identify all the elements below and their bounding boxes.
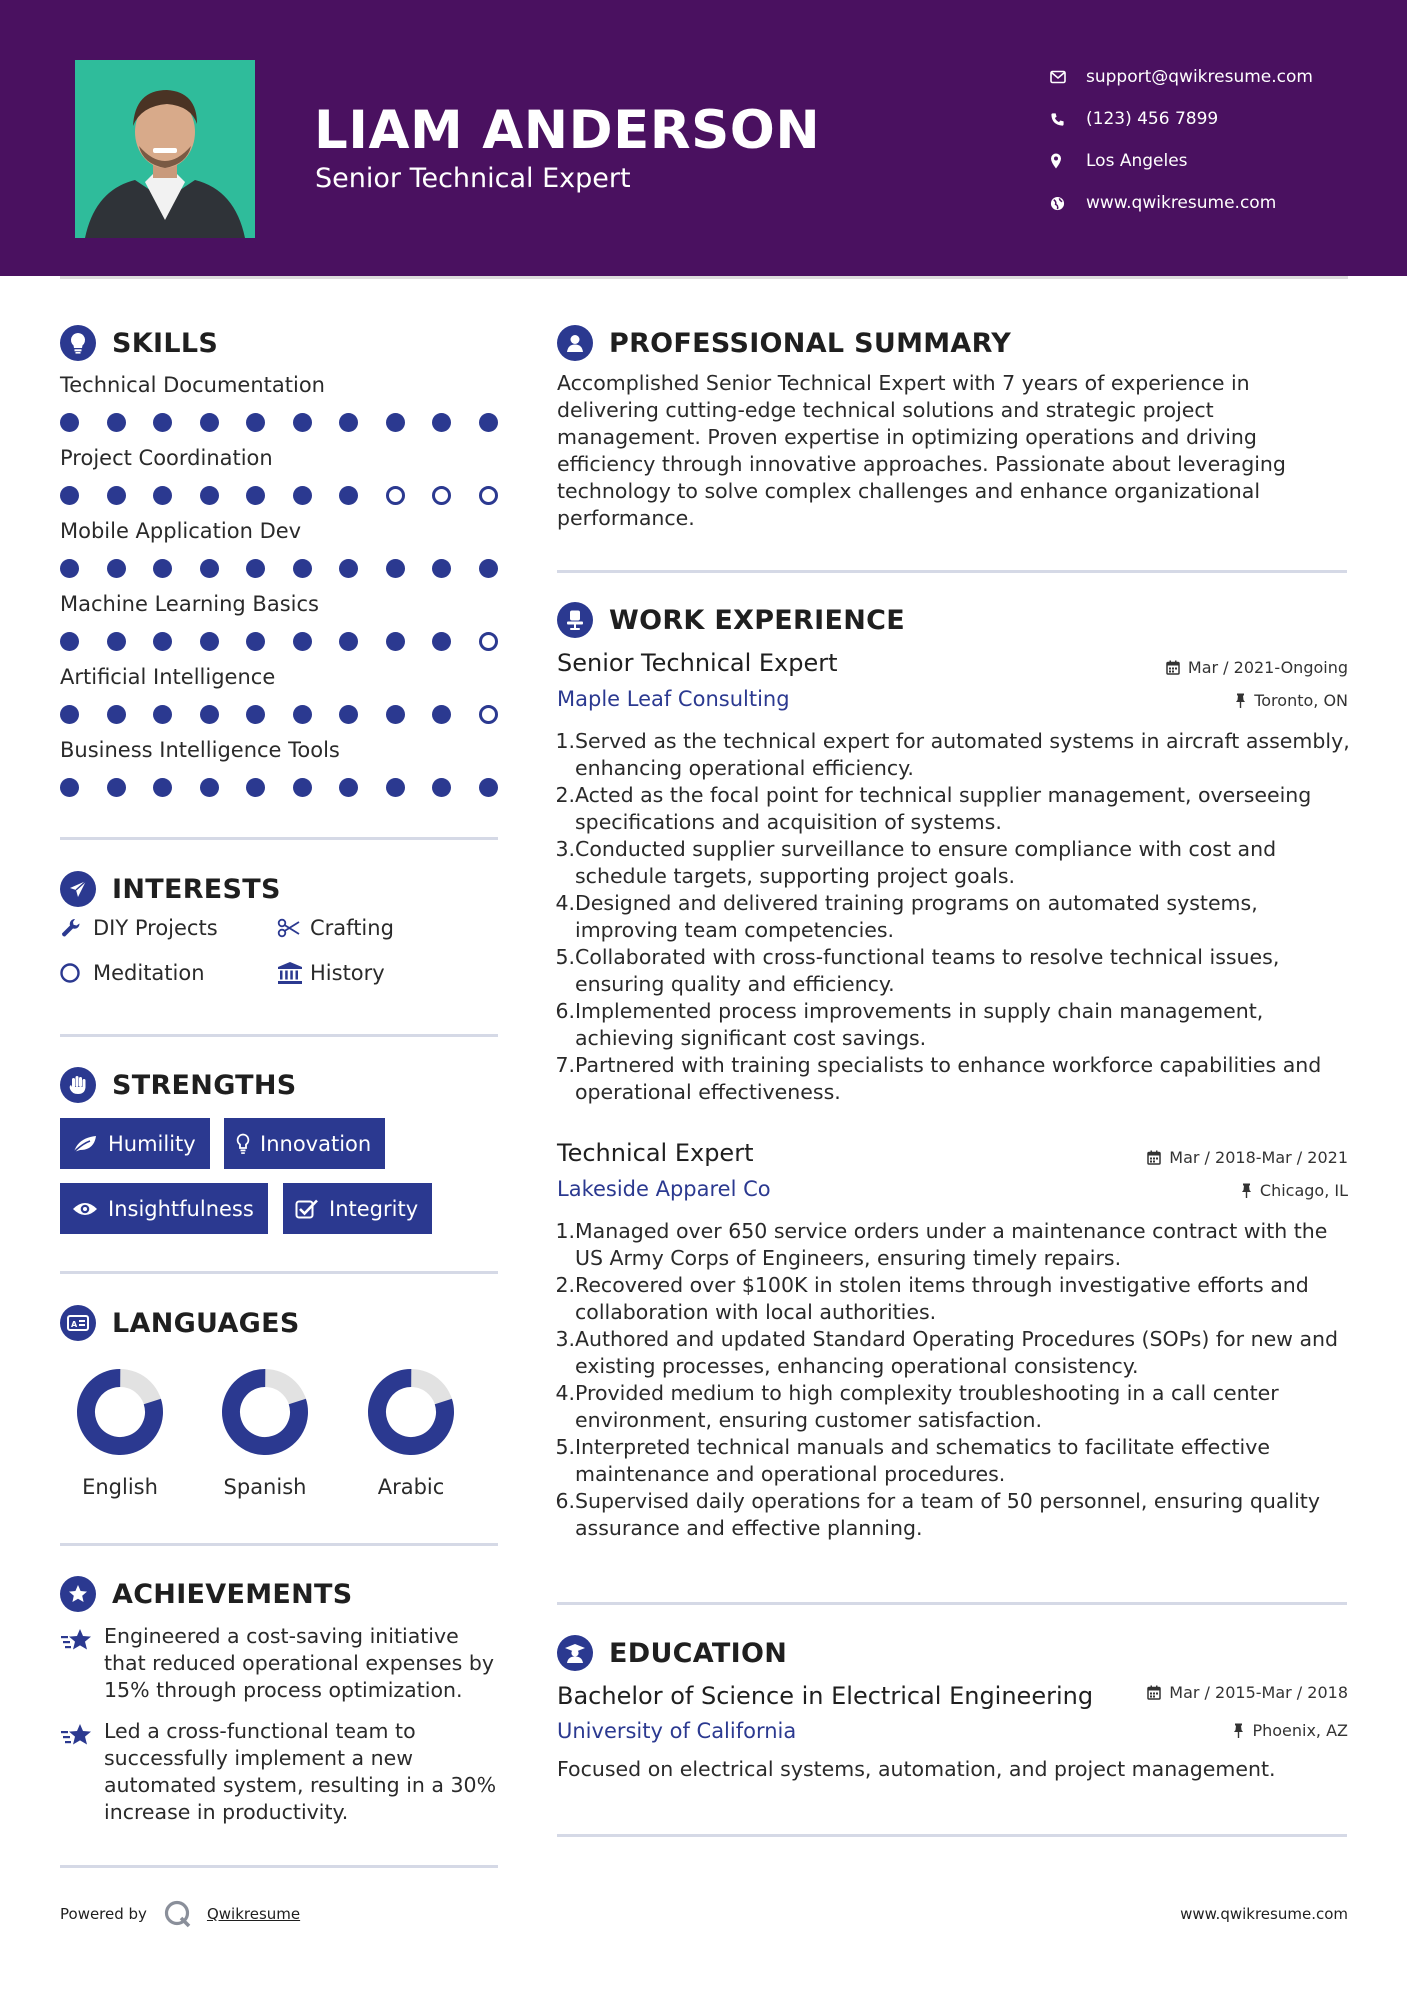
education-description: Focused on electrical systems, automation, and project management. (557, 1757, 1276, 1781)
skill-name: Mobile Application Dev (60, 519, 302, 543)
pushpin-icon (1235, 693, 1246, 708)
header-divider (60, 276, 1348, 279)
contact-email-text: support@qwikresume.com (1086, 67, 1313, 87)
summary-text: Accomplished Senior Technical Expert with 7 years of experience in delivering cutting-edge technical solutions and strategic project management. Proven expertise in optimizing operations and driving efficiency through innovative approaches. Passionate about leveraging technology to solve complex challenges and enhance organizational performance. (557, 371, 1286, 530)
duty-number: 2. (555, 1273, 575, 1297)
strengths-title: STRENGTHS (112, 1069, 297, 1101)
rating-dot-filled (293, 632, 312, 651)
bank-icon (277, 961, 310, 985)
rating-dot-filled (200, 413, 219, 432)
scissors-icon (277, 918, 310, 938)
footer-url[interactable]: www.qwikresume.com (1180, 1905, 1348, 1923)
language-proficiency-ring (366, 1367, 456, 1457)
phone-icon (1050, 112, 1086, 127)
rating-dot-filled (107, 559, 126, 578)
wrench-icon (60, 917, 93, 939)
duty-item (555, 944, 1355, 998)
duty-item (555, 836, 1355, 890)
interest-label: DIY Projects (93, 916, 218, 940)
rating-dot-empty (479, 486, 498, 505)
duty-item (555, 1488, 1355, 1542)
profile-photo (75, 60, 255, 238)
candidate-title: Senior Technical Expert (315, 163, 631, 194)
education-location (1233, 1721, 1348, 1740)
skills-title: SKILLS (112, 327, 219, 359)
job-dates (1147, 1148, 1348, 1167)
education-dates (1147, 1683, 1348, 1702)
school-name: University of California (557, 1719, 797, 1743)
rating-dot-filled (386, 559, 405, 578)
rating-dot-empty (479, 705, 498, 724)
duty-text: Designed and delivered training programs on automated systems, improving team competencies. (575, 891, 1258, 942)
duty-text: Interpreted technical manuals and schematics to facilitate effective maintenance and operational procedures. (575, 1435, 1270, 1486)
pushpin-icon (1241, 1183, 1252, 1198)
map-pin-icon (1050, 153, 1086, 169)
interest-crafting (277, 916, 394, 940)
rating-dot-filled (60, 632, 79, 651)
skill-rating (60, 413, 500, 432)
rating-dot-filled (339, 486, 358, 505)
duty-text: Provided medium to high complexity troubleshooting in a call center environment, ensuring customer satisfaction. (575, 1381, 1279, 1432)
achievement-item (60, 1623, 500, 1704)
rating-dot-filled (200, 486, 219, 505)
job-duties (555, 1218, 1355, 1542)
rating-dot-filled (432, 413, 451, 432)
duty-number: 7. (555, 1053, 575, 1077)
job-dates-text: Mar / 2018-Mar / 2021 (1169, 1148, 1348, 1167)
rating-dot-filled (153, 559, 172, 578)
skill-rating (60, 632, 500, 651)
education-heading (557, 1635, 787, 1671)
rating-dot-filled (293, 413, 312, 432)
skill-item (60, 516, 500, 589)
strength-innovation (224, 1118, 385, 1169)
duty-number: 6. (555, 999, 575, 1023)
duty-number: 4. (555, 1381, 575, 1405)
rating-dot-filled (153, 413, 172, 432)
job-duties (555, 728, 1355, 1106)
duty-text: Conducted supplier surveillance to ensure compliance with cost and schedule targets, supporting project goals. (575, 837, 1277, 888)
interest-history (277, 961, 385, 985)
rating-dot-filled (107, 778, 126, 797)
rating-dot-filled (200, 632, 219, 651)
duty-item (555, 782, 1355, 836)
job-title: Technical Expert (557, 1139, 754, 1167)
svg-text:A: A (71, 1320, 78, 1329)
duty-item (555, 1434, 1355, 1488)
summary-heading (557, 325, 1011, 361)
achievement-text: Engineered a cost-saving initiative that reduced operational expenses by 15% through process optimization. (104, 1624, 494, 1702)
star-icon (60, 1718, 104, 1826)
interest-label: Crafting (310, 916, 394, 940)
rating-dot-filled (246, 413, 265, 432)
duty-item (555, 1052, 1355, 1106)
rating-dot-empty (432, 486, 451, 505)
id-card-icon (60, 1305, 96, 1341)
strength-label: Humility (108, 1131, 196, 1156)
language-name: Arabic (377, 1475, 445, 1499)
education-dates-text: Mar / 2015-Mar / 2018 (1169, 1683, 1348, 1702)
contact-location (1050, 140, 1313, 182)
duty-text: Partnered with training specialists to enhance workforce capabilities and operational effectiveness. (575, 1053, 1322, 1104)
skills-list (60, 370, 500, 808)
paper-plane-icon (60, 871, 96, 907)
skill-rating (60, 778, 500, 797)
footer-powered-by (60, 1899, 300, 1929)
rating-dot-filled (293, 559, 312, 578)
skill-item (60, 662, 500, 735)
duty-text: Authored and updated Standard Operating Procedures (SOPs) for new and existing processes, enhancing operational consistency. (575, 1327, 1339, 1378)
duty-item (555, 728, 1355, 782)
achievement-text: Led a cross-functional team to successfully implement a new automated system, resulting in a 30% increase in productivity. (104, 1719, 497, 1824)
qwikresume-logo-icon (163, 1899, 193, 1929)
duty-text: Acted as the focal point for technical supplier management, overseeing specifications and acquisition of systems. (575, 783, 1312, 834)
globe-icon (1050, 196, 1086, 211)
resume-header (0, 0, 1407, 276)
interest-label: Meditation (93, 961, 205, 985)
job-dates-text: Mar / 2021-Ongoing (1187, 658, 1348, 677)
rating-dot-filled (479, 559, 498, 578)
experience-title: WORK EXPERIENCE (609, 604, 905, 636)
rating-dot-filled (479, 413, 498, 432)
section-divider (557, 1602, 1347, 1605)
rating-dot-filled (432, 632, 451, 651)
rating-dot-filled (339, 705, 358, 724)
rating-dot-filled (107, 486, 126, 505)
rating-dot-filled (386, 705, 405, 724)
rating-dot-empty (479, 632, 498, 651)
duty-number: 5. (555, 1435, 575, 1459)
rating-dot-filled (200, 559, 219, 578)
lightbulb-icon (236, 1133, 250, 1155)
interest-diy-projects (60, 916, 218, 940)
job-location (1235, 691, 1348, 710)
job-company: Lakeside Apparel Co (557, 1177, 771, 1201)
section-divider (60, 1543, 498, 1546)
rating-dot-filled (339, 559, 358, 578)
language-name: English (82, 1475, 158, 1499)
star-badge-icon (60, 1576, 96, 1612)
duty-item (555, 998, 1355, 1052)
section-divider (60, 1034, 498, 1037)
skill-name: Business Intelligence Tools (60, 738, 340, 762)
achievements-heading (60, 1576, 353, 1612)
skill-rating (60, 486, 500, 505)
duty-number: 4. (555, 891, 575, 915)
interests-title: INTERESTS (112, 873, 281, 905)
rating-dot-filled (60, 559, 79, 578)
strength-label: Innovation (260, 1131, 372, 1156)
rating-dot-filled (386, 413, 405, 432)
eye-icon (72, 1200, 98, 1218)
language-arabic (346, 1367, 476, 1499)
section-divider (60, 1271, 498, 1274)
rating-dot-filled (339, 778, 358, 797)
job-location-text: Chicago, IL (1259, 1181, 1348, 1200)
star-icon (60, 1623, 104, 1704)
rating-dot-empty (386, 486, 405, 505)
section-divider (60, 1865, 498, 1868)
lightbulb-icon (60, 325, 96, 361)
skill-name: Technical Documentation (60, 373, 325, 397)
rating-dot-filled (200, 705, 219, 724)
skills-heading (60, 325, 218, 361)
rating-dot-filled (293, 705, 312, 724)
user-icon (557, 325, 593, 361)
duty-number: 3. (555, 1327, 575, 1351)
duty-text: Served as the technical expert for automated systems in aircraft assembly, enhancing operational efficiency. (575, 729, 1350, 780)
powered-by-label: Powered by (60, 1905, 147, 1923)
duty-number: 2. (555, 783, 575, 807)
interest-meditation (60, 961, 205, 985)
skill-name: Machine Learning Basics (60, 592, 319, 616)
rating-dot-filled (153, 486, 172, 505)
contact-email[interactable] (1050, 56, 1313, 98)
contact-location-text: Los Angeles (1086, 151, 1188, 171)
interests-heading (60, 871, 281, 907)
rating-dot-filled (107, 413, 126, 432)
duty-item (555, 1380, 1355, 1434)
duty-item (555, 890, 1355, 944)
achievements-title: ACHIEVEMENTS (112, 1578, 353, 1610)
language-name: Spanish (223, 1475, 307, 1499)
skill-item (60, 589, 500, 662)
rating-dot-filled (60, 705, 79, 724)
experience-heading (557, 602, 905, 638)
education-title: EDUCATION (609, 1637, 788, 1669)
leaf-icon (72, 1134, 98, 1154)
duty-text: Supervised daily operations for a team of 50 personnel, ensuring quality assurance and effective planning. (575, 1489, 1320, 1540)
language-proficiency-ring (220, 1367, 310, 1457)
education-location-text: Phoenix, AZ (1252, 1721, 1348, 1740)
rating-dot-filled (386, 778, 405, 797)
contact-phone-text: (123) 456 7899 (1086, 109, 1219, 129)
degree-title: Bachelor of Science in Electrical Engineering (557, 1682, 1094, 1710)
section-divider (60, 837, 498, 840)
rating-dot-filled (153, 705, 172, 724)
hand-icon (60, 1067, 96, 1103)
rating-dot-filled (246, 486, 265, 505)
calendar-icon (1166, 660, 1180, 675)
rating-dot-filled (200, 778, 219, 797)
duty-item (555, 1326, 1355, 1380)
rating-dot-filled (386, 632, 405, 651)
rating-dot-filled (246, 559, 265, 578)
graduate-icon (557, 1635, 593, 1671)
rating-dot-filled (432, 705, 451, 724)
languages-title: LANGUAGES (112, 1307, 300, 1339)
calendar-icon (1147, 1685, 1161, 1700)
calendar-icon (1147, 1150, 1161, 1165)
duty-text: Implemented process improvements in supply chain management, achieving significant cost savings. (575, 999, 1264, 1050)
job-location (1241, 1181, 1348, 1200)
rating-dot-filled (246, 632, 265, 651)
duty-text: Recovered over $100K in stolen items through investigative efforts and collaboration with local authorities. (575, 1273, 1309, 1324)
skill-rating (60, 559, 500, 578)
envelope-icon (1050, 70, 1086, 84)
circle-icon (60, 962, 93, 984)
rating-dot-filled (107, 705, 126, 724)
strength-insightfulness (60, 1183, 268, 1234)
strength-integrity (283, 1183, 432, 1234)
rating-dot-filled (293, 778, 312, 797)
skill-item (60, 370, 500, 443)
duty-item (555, 1218, 1355, 1272)
rating-dot-filled (60, 413, 79, 432)
duty-number: 1. (555, 1219, 575, 1243)
job-dates (1166, 658, 1348, 677)
strength-label: Insightfulness (108, 1196, 254, 1221)
rating-dot-filled (153, 778, 172, 797)
chair-icon (557, 602, 593, 638)
duty-text: Collaborated with cross-functional teams to resolve technical issues, ensuring quality and efficiency. (575, 945, 1280, 996)
strength-label: Integrity (329, 1196, 419, 1221)
language-english (55, 1367, 185, 1499)
job-title: Senior Technical Expert (557, 649, 838, 677)
rating-dot-filled (107, 632, 126, 651)
rating-dot-filled (432, 559, 451, 578)
strengths-heading (60, 1067, 297, 1103)
contact-phone[interactable] (1050, 98, 1313, 140)
language-proficiency-ring (75, 1367, 165, 1457)
achievement-item (60, 1718, 500, 1826)
rating-dot-filled (60, 486, 79, 505)
duty-text: Managed over 650 service orders under a maintenance contract with the US Army Corps of Engineers, ensuring timely repairs. (575, 1219, 1328, 1270)
duty-number: 5. (555, 945, 575, 969)
summary-title: PROFESSIONAL SUMMARY (609, 327, 1012, 359)
interest-label: History (310, 961, 385, 985)
strength-humility (60, 1118, 210, 1169)
skill-rating (60, 705, 500, 724)
duty-item (555, 1272, 1355, 1326)
rating-dot-filled (60, 778, 79, 797)
contact-list (1050, 56, 1313, 224)
skill-item (60, 735, 500, 808)
rating-dot-filled (246, 705, 265, 724)
skill-item (60, 443, 500, 516)
contact-website[interactable] (1050, 182, 1313, 224)
rating-dot-filled (246, 778, 265, 797)
duty-number: 6. (555, 1489, 575, 1513)
duty-number: 1. (555, 729, 575, 753)
skill-name: Artificial Intelligence (60, 665, 276, 689)
skill-name: Project Coordination (60, 446, 273, 470)
language-spanish (200, 1367, 330, 1499)
candidate-name: LIAM ANDERSON (314, 100, 821, 161)
languages-heading (60, 1305, 300, 1341)
check-square-icon (295, 1198, 319, 1220)
rating-dot-filled (479, 778, 498, 797)
rating-dot-filled (339, 413, 358, 432)
rating-dot-filled (432, 778, 451, 797)
rating-dot-filled (293, 486, 312, 505)
duty-number: 3. (555, 837, 575, 861)
pushpin-icon (1233, 1723, 1244, 1738)
qwikresume-link[interactable]: Qwikresume (206, 1905, 301, 1923)
rating-dot-filled (153, 632, 172, 651)
job-location-text: Toronto, ON (1254, 691, 1348, 710)
section-divider (557, 1834, 1347, 1837)
rating-dot-filled (339, 632, 358, 651)
section-divider (557, 570, 1347, 573)
contact-website-text: www.qwikresume.com (1086, 193, 1277, 213)
job-company: Maple Leaf Consulting (557, 687, 790, 711)
